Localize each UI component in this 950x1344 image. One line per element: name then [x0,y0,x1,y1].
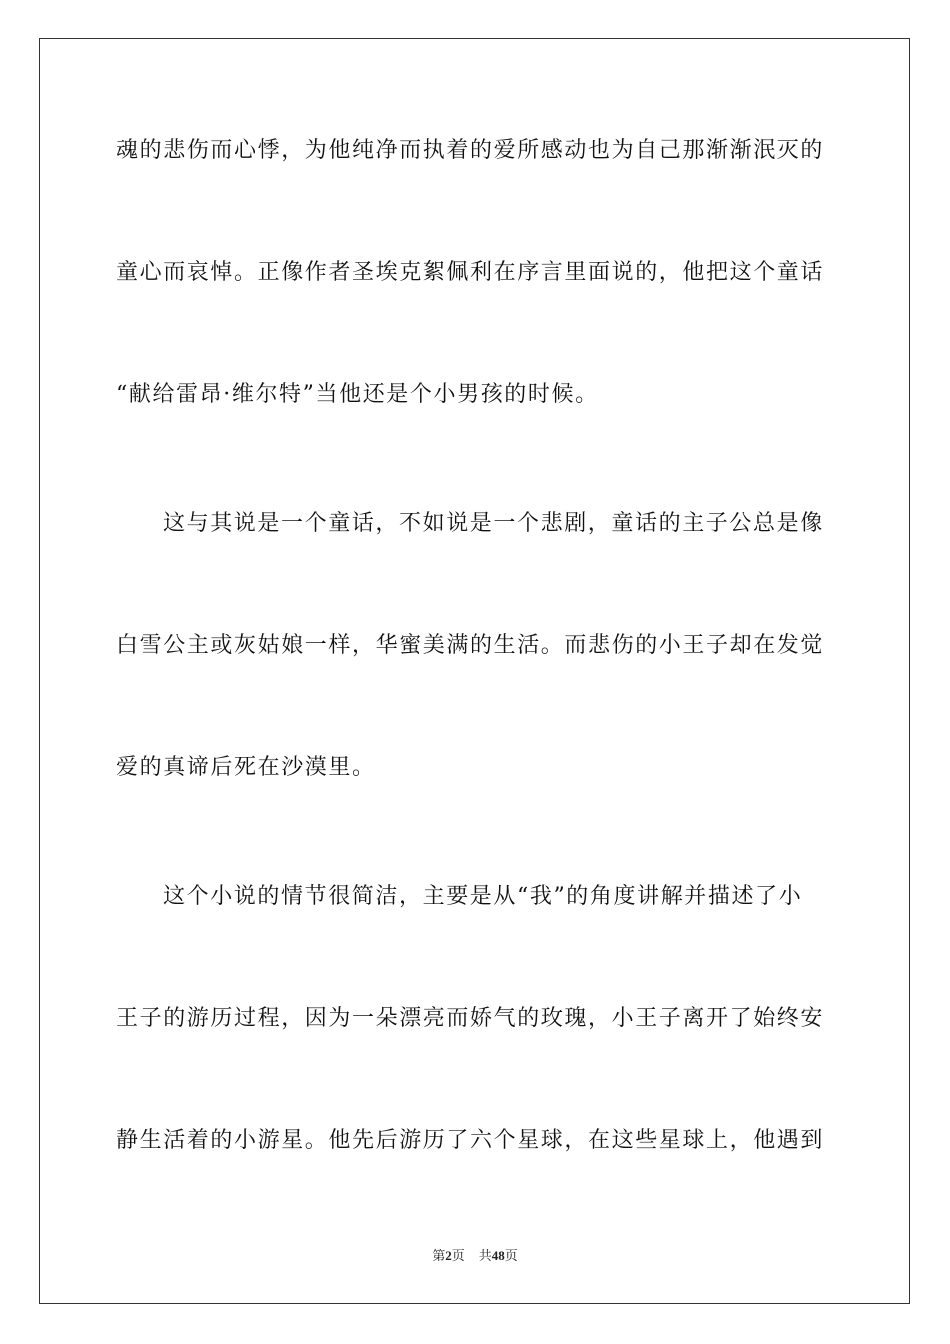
text-line: 静生活着的小游星。他先后游历了六个星球，在这些星球上，他遇到 [116,1128,825,1153]
total-prefix: 共 [478,1248,492,1263]
page-prefix: 第 [432,1248,446,1263]
paragraph-first-line: 这与其说是一个童话，不如说是一个悲剧，童话的主子公总是像 [163,511,824,536]
page-footer [0,1247,950,1265]
page-suffix: 页 [451,1248,465,1263]
total-pages: 48 [491,1248,505,1263]
text-line: “献给雷昂·维尔特”当他还是个小男孩的时候。 [116,382,599,407]
text-line: 童心而哀悼。正像作者圣埃克絮佩利在序言里面说的，他把这个童话 [116,260,825,285]
page-number: 2 [445,1248,452,1263]
text-line: 魂的悲伤而心悸，为他纯净而执着的爱所感动也为自己那渐渐泯灭的 [116,138,825,163]
total-suffix: 页 [504,1248,518,1263]
text-line: 白雪公主或灰姑娘一样，华蜜美满的生活。而悲伤的小王子却在发觉 [116,633,825,658]
text-line: 王子的游历过程，因为一朵漂亮而娇气的玫瑰，小王子离开了始终安 [116,1006,825,1031]
page-border [39,38,910,1304]
text-line: 爱的真谛后死在沙漠里。 [116,755,376,780]
paragraph-first-line: 这个小说的情节很简洁，主要是从“我”的角度讲解并描述了小 [163,884,803,909]
